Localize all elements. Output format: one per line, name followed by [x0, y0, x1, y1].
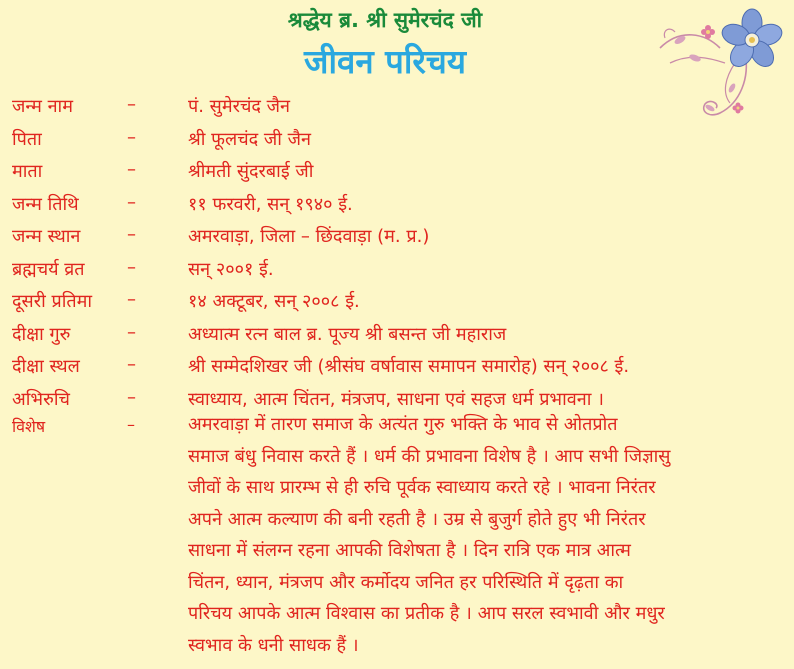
detail-value: ११ फरवरी, सन् १९४० ई.: [188, 193, 353, 215]
detail-label: दूसरी प्रतिमा: [12, 291, 93, 312]
detail-value: स्वाध्याय, आत्म चिंतन, मंत्रजप, साधना एवं सहज धर्म प्रभावना ।: [188, 388, 604, 410]
separator-dash: –: [127, 126, 136, 148]
detail-label: दीक्षा गुरु: [12, 323, 71, 345]
separator-dash: –: [127, 354, 136, 375]
detail-row-brahmacharya: [0, 253, 794, 286]
detail-value: श्री सम्मेदशिखर जी (श्रीसंघ वर्षावास समापन समारोह) सन् २००८ ई.: [188, 356, 630, 377]
paragraph-line: अमरवाड़ा में तारण समाज के अत्यंत गुरु भक्ति के भाव से ओतप्रोत: [188, 414, 618, 435]
paragraph-line: साधना में संलग्न रहना आपकी विशेषता है । दिन रात्रि एक मात्र आत्म: [188, 540, 631, 561]
detail-row-birth-place: [0, 220, 794, 253]
special-label: विशेष: [12, 417, 46, 436]
detail-label: ब्रह्मचर्य व्रत: [12, 258, 85, 280]
detail-row-diksha-place: [0, 350, 794, 383]
detail-value: अध्यात्म रत्न बाल ब्र. पूज्य श्री बसन्त जी महाराज: [188, 323, 507, 345]
detail-row-birth-date: [0, 188, 794, 221]
separator-dash: –: [127, 191, 136, 213]
separator-dash: –: [127, 256, 136, 278]
page-subtitle: श्रद्धेय ब्र. श्री सुमेरचंद जी: [287, 8, 483, 32]
detail-label: जन्म स्थान: [12, 226, 81, 247]
detail-value: सन् २००१ ई.: [188, 258, 274, 280]
separator-dash: –: [127, 224, 136, 245]
detail-value: श्री फूलचंद जी जैन: [188, 128, 312, 150]
detail-value: अमरवाड़ा, जिला – छिंदवाड़ा (म. प्र.): [188, 226, 430, 247]
detail-label: जन्म तिथि: [12, 193, 79, 215]
paragraph-line: अपने आत्म कल्याण की बनी रहती है । उम्र से बुजुर्ग होते हुए भी निरंतर: [188, 508, 646, 530]
details-list: [0, 90, 794, 415]
detail-label: माता: [12, 161, 43, 182]
special-paragraph: [188, 409, 784, 661]
detail-label: अभिरुचि: [12, 388, 70, 410]
header: [0, 0, 794, 92]
separator-dash: –: [127, 289, 136, 310]
paragraph-line: परिचय आपके आत्म विश्वास का प्रतीक है । आप सरल स्वभावी और मधुर: [188, 603, 665, 624]
page-title: जीवन परिचय: [303, 42, 467, 81]
detail-label: दीक्षा स्थल: [12, 356, 80, 377]
separator-dash: –: [127, 415, 135, 434]
paragraph-line: चिंतन, ध्यान, मंत्रजप और कर्मोदय जनित हर परिस्थिति में दृढ़ता का: [188, 571, 624, 593]
special-section: [0, 409, 794, 669]
separator-dash: –: [127, 321, 136, 343]
detail-value: पं. सुमेरचंद जैन: [188, 96, 291, 117]
separator-dash: –: [127, 94, 136, 115]
detail-row-birth-name: [0, 90, 794, 123]
detail-row-diksha-guru: [0, 318, 794, 351]
paragraph-line: स्वभाव के धनी साधक हैं ।: [188, 634, 359, 656]
separator-dash: –: [127, 159, 136, 180]
detail-value: १४ अक्टूबर, सन् २००८ ई.: [188, 291, 360, 312]
detail-value: श्रीमती सुंदरबाई जी: [188, 161, 314, 182]
detail-row-father: [0, 123, 794, 156]
separator-dash: –: [127, 386, 136, 408]
paragraph-line: जीवों के साथ प्रारम्भ से ही रुचि पूर्वक स्वाध्याय करते रहे । भावना निरंतर: [188, 477, 656, 498]
detail-label: जन्म नाम: [12, 96, 73, 117]
detail-label: पिता: [12, 128, 42, 150]
detail-row-mother: [0, 155, 794, 188]
paragraph-line: समाज बंधु निवास करते हैं । धर्म की प्रभावना विशेष है । आप सभी जिज्ञासु: [188, 445, 671, 467]
detail-row-second-pratima: [0, 285, 794, 318]
